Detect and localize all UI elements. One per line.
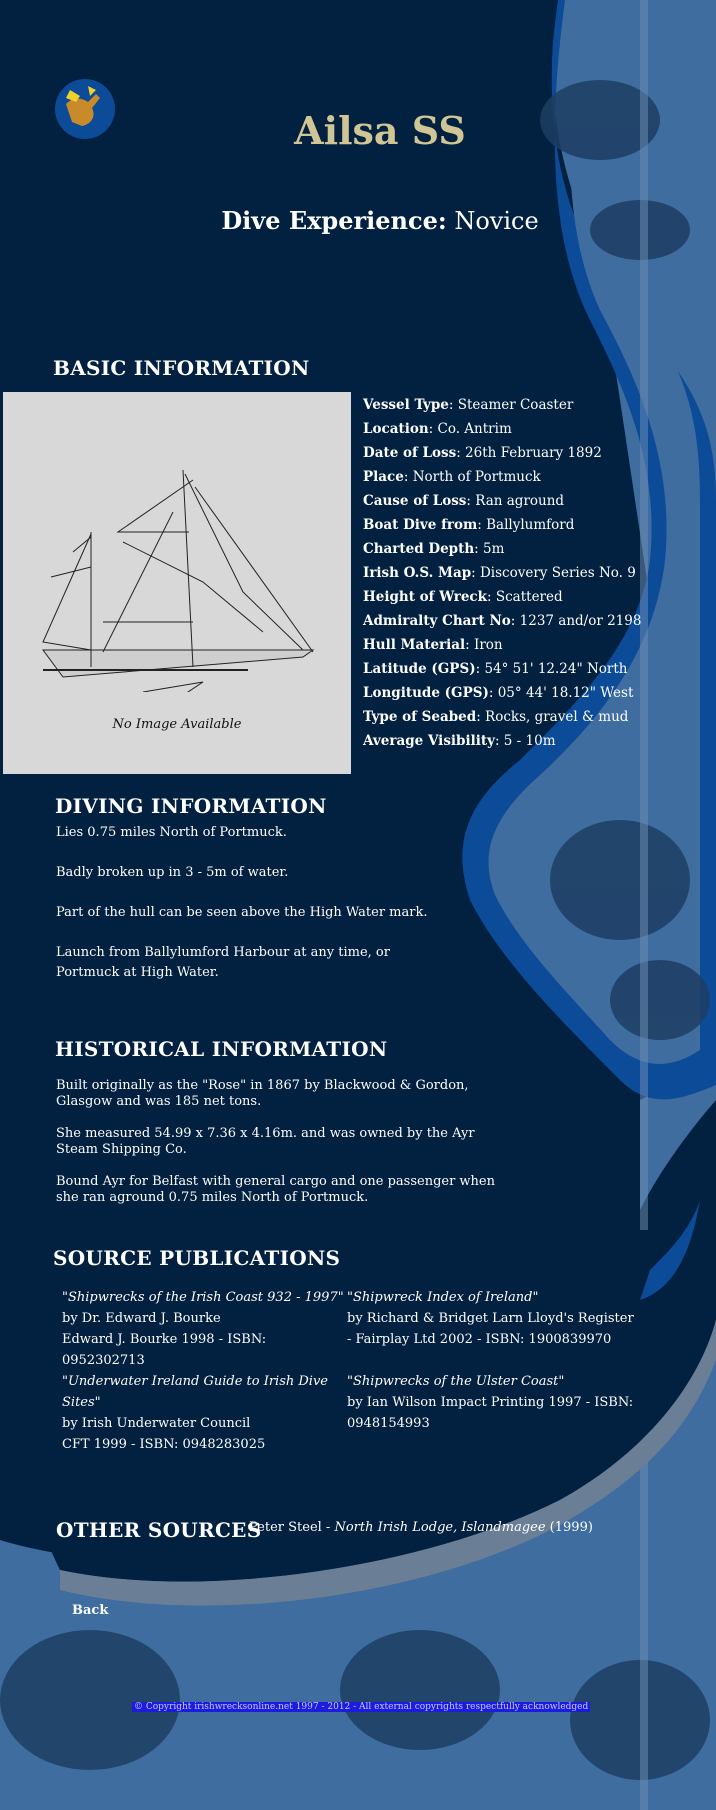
fact-value: 1237 and/or 2198 (519, 613, 642, 629)
fact-row: Boat Dive from: Ballylumford (363, 517, 575, 533)
other-source-title: North Irish Lodge, Islandmagee (334, 1520, 546, 1535)
fact-value: Iron (474, 637, 503, 653)
fact-row: Charted Depth: 5m (363, 541, 505, 557)
back-link[interactable]: Back (72, 1603, 109, 1618)
historical-information-heading: HISTORICAL INFORMATION (55, 1037, 388, 1061)
basic-information-heading: BASIC INFORMATION (53, 356, 310, 380)
fact-value: 05° 44' 18.12" West (497, 685, 634, 701)
fact-row: Date of Loss: 26th February 1892 (363, 445, 602, 461)
publication-item (347, 1287, 715, 1350)
historical-info-paragraph: Bound Ayr for Belfast with general cargo and one passenger when (56, 1174, 495, 1189)
diving-info-paragraph: Portmuck at High Water. (56, 965, 219, 980)
ship-drawing-icon (3, 392, 351, 692)
dive-experience-label: Dive Experience: (221, 206, 447, 235)
fact-row: Average Visibility: 5 - 10m (363, 733, 556, 749)
publication-title: "Shipwrecks of the Irish Coast 932 - 1997" (62, 1290, 344, 1305)
fact-value: Steamer Coaster (457, 397, 574, 413)
basic-facts-list (363, 393, 713, 753)
fact-label: Place (363, 469, 404, 485)
fact-label: Average Visibility (363, 733, 495, 749)
fact-label: Vessel Type (363, 397, 449, 413)
fact-value: Discovery Series No. 9 (479, 565, 636, 581)
diving-information-heading: DIVING INFORMATION (55, 794, 327, 818)
historical-info-paragraph: Steam Shipping Co. (56, 1142, 187, 1157)
diving-info-paragraph: Launch from Ballylumford Harbour at any time, or (56, 945, 390, 960)
publication-item (62, 1287, 352, 1371)
publication-title: "Shipwreck Index of Ireland" (347, 1290, 539, 1305)
diving-info-paragraph: Lies 0.75 miles North of Portmuck. (56, 825, 287, 840)
fact-row: Hull Material: Iron (363, 637, 503, 653)
diving-info-paragraph: Part of the hull can be seen above the High Water mark. (56, 905, 428, 920)
publication-details: CFT 1999 - ISBN: 0948283025 (62, 1437, 266, 1452)
publication-author: by Richard & Bridget Larn Lloyd's Register (347, 1311, 634, 1326)
fact-label: Charted Depth (363, 541, 475, 557)
fact-row: Height of Wreck: Scattered (363, 589, 563, 605)
fact-label: Date of Loss (363, 445, 457, 461)
other-source-year: (1999) (545, 1520, 593, 1535)
publication-details: Edward J. Bourke 1998 - ISBN: 0952302713 (62, 1332, 267, 1368)
publication-details: - Fairplay Ltd 2002 - ISBN: 1900839970 (347, 1332, 612, 1347)
fact-label: Admiralty Chart No (363, 613, 511, 629)
fact-label: Irish O.S. Map (363, 565, 472, 581)
fact-row: Location: Co. Antrim (363, 421, 512, 437)
fact-row: Type of Seabed: Rocks, gravel & mud (363, 709, 629, 725)
dive-experience (0, 206, 716, 235)
fact-label: Longitude (GPS) (363, 685, 489, 701)
wreck-image-placeholder (3, 392, 351, 774)
fact-label: Location (363, 421, 429, 437)
fact-row: Admiralty Chart No: 1237 and/or 2198 (363, 613, 642, 629)
publication-item (62, 1371, 352, 1455)
fact-value: 54° 51' 12.24" North (484, 661, 628, 677)
fact-value: Ballylumford (486, 517, 575, 533)
dive-experience-value: Novice (454, 207, 539, 235)
historical-info-paragraph: Glasgow and was 185 net tons. (56, 1094, 262, 1109)
publication-item (347, 1371, 715, 1434)
page-title: Ailsa SS (294, 108, 466, 153)
copyright-footer: © Copyright irishwrecksonline.net 1997 - 2012 - All external copyrights respectfully acknowledged (134, 1702, 589, 1712)
fact-row: Irish O.S. Map: Discovery Series No. 9 (363, 565, 636, 581)
fact-row: Place: North of Portmuck (363, 469, 541, 485)
publication-title: "Underwater Ireland Guide to Irish Dive Sites" (62, 1374, 329, 1410)
publication-author: by Dr. Edward J. Bourke (62, 1311, 221, 1326)
historical-info-paragraph: Built originally as the "Rose" in 1867 by Blackwood & Gordon, (56, 1078, 469, 1093)
fact-value: Scattered (495, 589, 563, 605)
historical-info-paragraph: she ran aground 0.75 miles North of Portmuck. (56, 1190, 369, 1205)
other-sources-heading: OTHER SOURCES (56, 1518, 262, 1542)
other-source-author: Peter Steel - (249, 1520, 335, 1535)
source-publications-heading: SOURCE PUBLICATIONS (53, 1246, 341, 1270)
fact-label: Cause of Loss (363, 493, 467, 509)
fact-value: Ran aground (475, 493, 565, 509)
other-source-entry (249, 1517, 709, 1538)
fact-value: 26th February 1892 (465, 445, 602, 461)
publication-title: "Shipwrecks of the Ulster Coast" (347, 1374, 565, 1389)
publication-author: by Ian Wilson Impact Printing 1997 - ISBN: 0948154993 (347, 1395, 634, 1431)
fact-label: Height of Wreck (363, 589, 488, 605)
publication-author: by Irish Underwater Council (62, 1416, 251, 1431)
fact-label: Type of Seabed (363, 709, 477, 725)
fact-value: 5 - 10m (503, 733, 556, 749)
fact-row: Latitude (GPS): 54° 51' 12.24" North (363, 661, 628, 677)
fact-row: Longitude (GPS): 05° 44' 18.12" West (363, 685, 634, 701)
fact-value: 5m (483, 541, 505, 557)
fact-value: Rocks, gravel & mud (485, 709, 629, 725)
diving-info-paragraph: Badly broken up in 3 - 5m of water. (56, 865, 289, 880)
fact-label: Hull Material (363, 637, 466, 653)
fact-row: Vessel Type: Steamer Coaster (363, 397, 574, 413)
fact-row: Cause of Loss: Ran aground (363, 493, 565, 509)
fact-value: North of Portmuck (412, 469, 541, 485)
historical-info-paragraph: She measured 54.99 x 7.36 x 4.16m. and was owned by the Ayr (56, 1126, 475, 1141)
fact-label: Boat Dive from (363, 517, 478, 533)
fact-label: Latitude (GPS) (363, 661, 476, 677)
fact-value: Co. Antrim (437, 421, 512, 437)
no-image-text: No Image Available (112, 717, 242, 732)
